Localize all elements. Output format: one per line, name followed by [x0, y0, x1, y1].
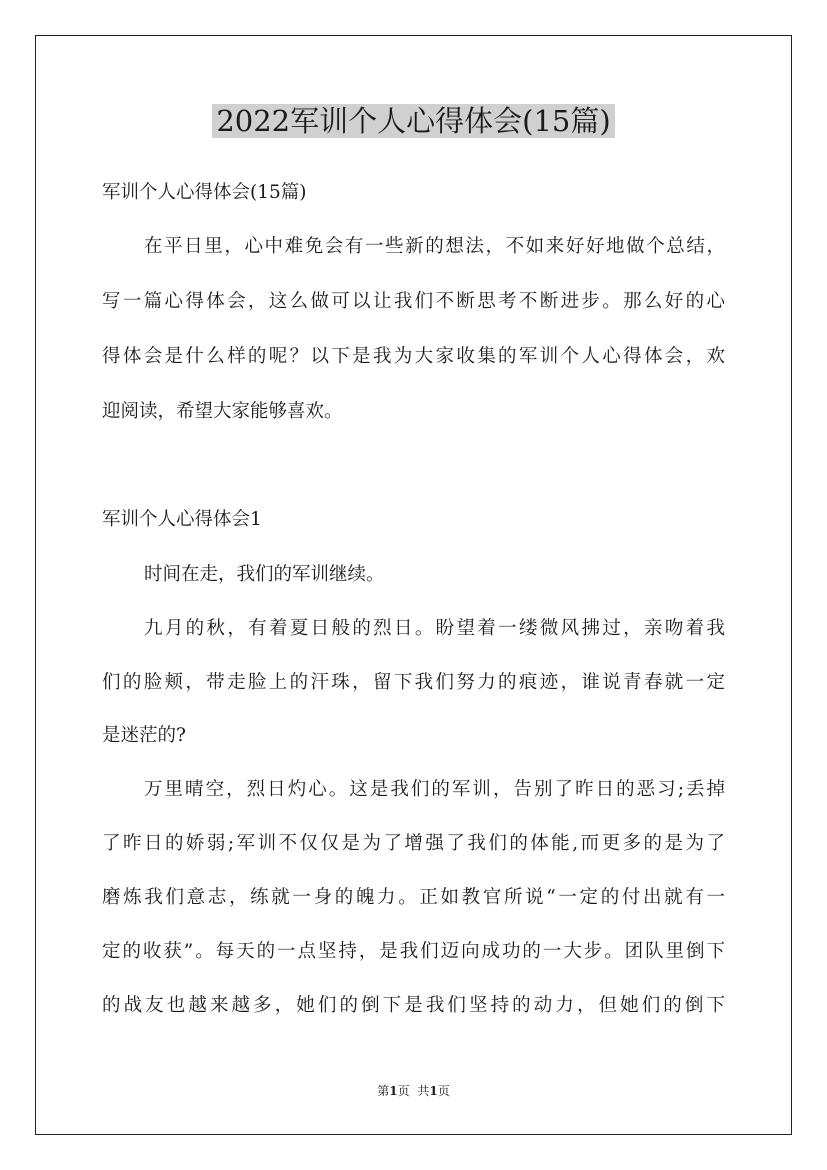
paragraph-line: 是迷茫的? [102, 725, 186, 746]
paragraph-line: 迎阅读，希望大家能够喜欢。 [102, 401, 343, 422]
paragraph-line: 磨炼我们意志，练就一身的魄力。正如教官所说“一定的付出就有一 [102, 887, 725, 908]
paragraph-line: 得体会是什么样的呢？以下是我为大家收集的军训个人心得体会，欢 [102, 346, 725, 367]
paragraph-line: 的战友也越来越多，她们的倒下是我们坚持的动力，但她们的倒下 [102, 995, 725, 1016]
paragraph-line: 了昨日的娇弱;军训不仅仅是为了增强了我们的体能,而更多的是为了 [102, 833, 725, 854]
paragraph-line: 九月的秋，有着夏日般的烈日。盼望着一缕微风拂过，亲吻着我 [144, 618, 725, 639]
footer-page-suffix: 页 [397, 1084, 410, 1098]
footer-page-prefix: 第 [377, 1084, 390, 1098]
section-heading: 军训个人心得体会1 [102, 509, 262, 530]
footer-total-suffix: 页 [437, 1084, 450, 1098]
paragraph-line: 们的脸颊，带走脸上的汗珠，留下我们努力的痕迹，谁说青春就一定 [102, 672, 725, 693]
paragraph-line: 万里晴空，烈日灼心。这是我们的军训，告别了昨日的恶习;丢掉 [144, 779, 725, 800]
document-title-text: 2022军训个人心得体会(15篇) [212, 104, 614, 138]
paragraph-line: 定的收获”。每天的一点坚持，是我们迈向成功的一大步。团队里倒下 [102, 941, 725, 962]
footer-page-number: 1 [389, 1084, 398, 1098]
page-footer [0, 1083, 827, 1099]
intro-heading: 军训个人心得体会(15篇) [102, 182, 307, 203]
paragraph-line: 写一篇心得体会，这么做可以让我们不断思考不断进步。那么好的心 [102, 291, 725, 312]
footer-total-number: 1 [429, 1084, 438, 1098]
paragraph-line: 时间在走，我们的军训继续。 [144, 564, 385, 585]
footer-total-prefix: 共 [417, 1084, 430, 1098]
paragraph-line: 在平日里，心中难免会有一些新的想法，不如来好好地做个总结， [144, 236, 725, 257]
document-title [0, 100, 827, 142]
